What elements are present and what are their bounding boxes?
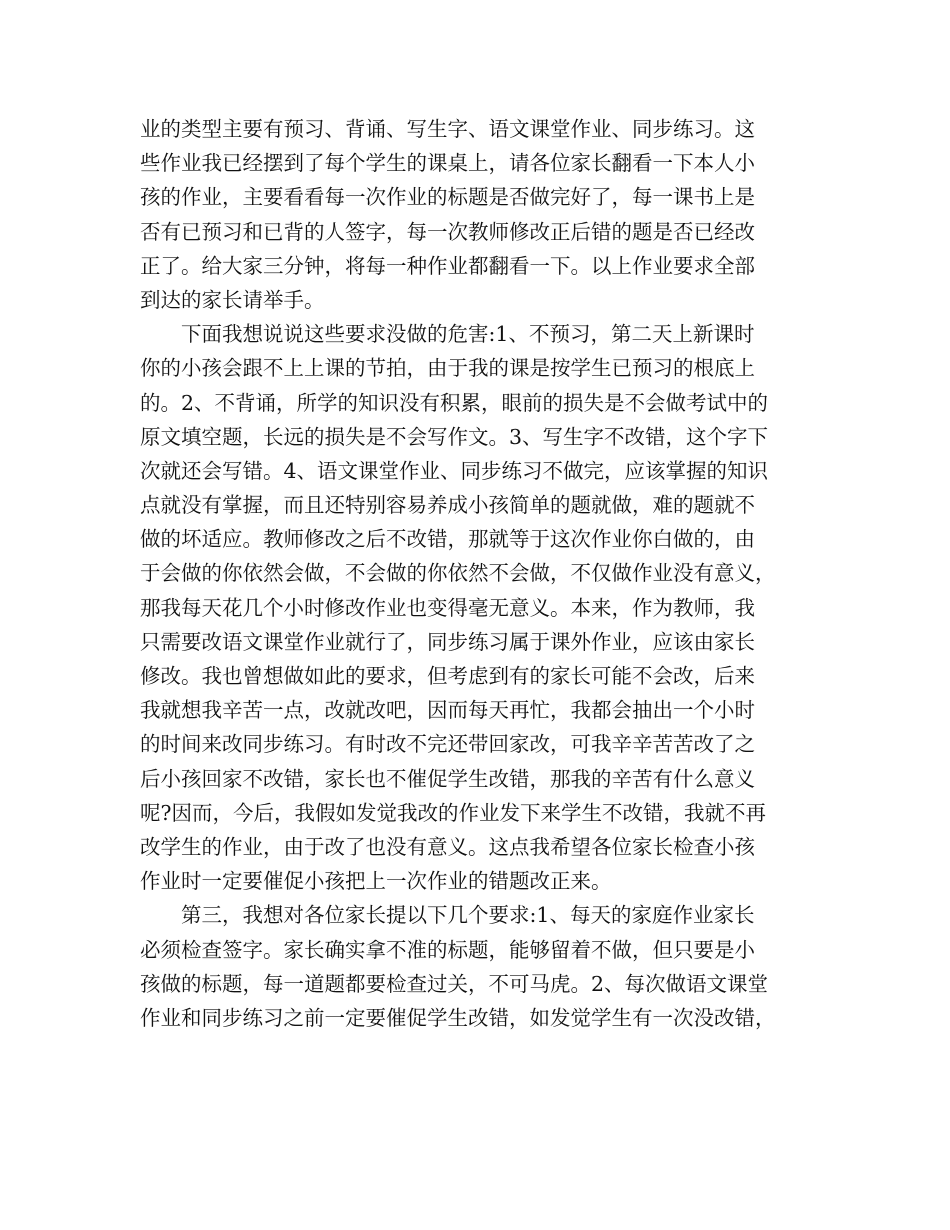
text-line: 的时间来改同步练习。有时改不完还带回家改，可我辛辛苦苦改了之 [140, 732, 755, 757]
paragraph [140, 112, 820, 317]
text-line: 孩的作业，主要看看每一次作业的标题是否做完好了，每一课书上是 [140, 185, 755, 210]
text-line: 于会做的你依然会做，不会做的你依然不会做，不仅做作业没有意义， [140, 561, 776, 586]
text-line: 原文填空题，长远的损失是不会写作文。3、写生字不改错，这个字下 [140, 424, 769, 449]
text-line: 只需要改语文课堂作业就行了，同步练习属于课外作业，应该由家长 [140, 629, 755, 654]
text-line: 呢?因而，今后，我假如发觉我改的作业发下来学生不改错，我就不再 [140, 800, 766, 825]
text-line: 下面我想说说这些要求没做的危害:1、不预习，第二天上新课时 [181, 322, 755, 347]
text-line: 的。2、不背诵，所学的知识没有积累，眼前的损失是不会做考试中的 [140, 390, 769, 415]
text-line: 你的小孩会跟不上上课的节拍，由于我的课是按学生已预习的根底上 [140, 356, 755, 381]
text-line: 我就想我辛苦一点，改就改吧，因而每天再忙，我都会抽出一个小时 [140, 698, 755, 723]
document-body [140, 112, 820, 1035]
text-line: 点就没有掌握，而且还特别容易养成小孩简单的题就做，难的题就不 [140, 493, 755, 518]
paragraph [140, 898, 820, 1035]
text-line: 第三，我想对各位家长提以下几个要求:1、每天的家庭作业家长 [181, 903, 755, 928]
text-line: 那我每天花几个小时修改作业也变得毫无意义。本来，作为教师，我 [140, 595, 755, 620]
text-line: 正了。给大家三分钟，将每一种作业都翻看一下。以上作业要求全部 [140, 253, 755, 278]
text-line: 做的坏适应。教师修改之后不改错，那就等于这次作业你白做的，由 [140, 527, 755, 552]
text-line: 作业和同步练习之前一定要催促学生改错，如发觉学生有一次没改错， [140, 1005, 776, 1030]
text-line: 些作业我已经摆到了每个学生的课桌上，请各位家长翻看一下本人小 [140, 151, 755, 176]
text-line: 后小孩回家不改错，家长也不催促学生改错，那我的辛苦有什么意义 [140, 766, 755, 791]
paragraph [140, 317, 820, 898]
text-line: 业的类型主要有预习、背诵、写生字、语文课堂作业、同步练习。这 [140, 117, 755, 141]
text-line: 到达的家长请举手。 [140, 287, 325, 312]
text-line: 必须检查签字。家长确实拿不准的标题，能够留着不做，但只要是小 [140, 937, 755, 962]
text-line: 改学生的作业，由于改了也没有意义。这点我希望各位家长检查小孩 [140, 834, 755, 859]
text-line: 孩做的标题，每一道题都要检查过关，不可马虎。2、每次做语文课堂 [140, 971, 769, 996]
text-line: 修改。我也曾想做如此的要求，但考虑到有的家长可能不会改，后来 [140, 664, 755, 688]
text-line: 作业时一定要催促小孩把上一次作业的错题改正来。 [140, 869, 612, 894]
text-line: 否有已预习和已背的人签字，每一次教师修改正后错的题是否已经改 [140, 219, 755, 244]
text-line: 次就还会写错。4、语文课堂作业、同步练习不做完，应该掌握的知识 [140, 458, 769, 483]
